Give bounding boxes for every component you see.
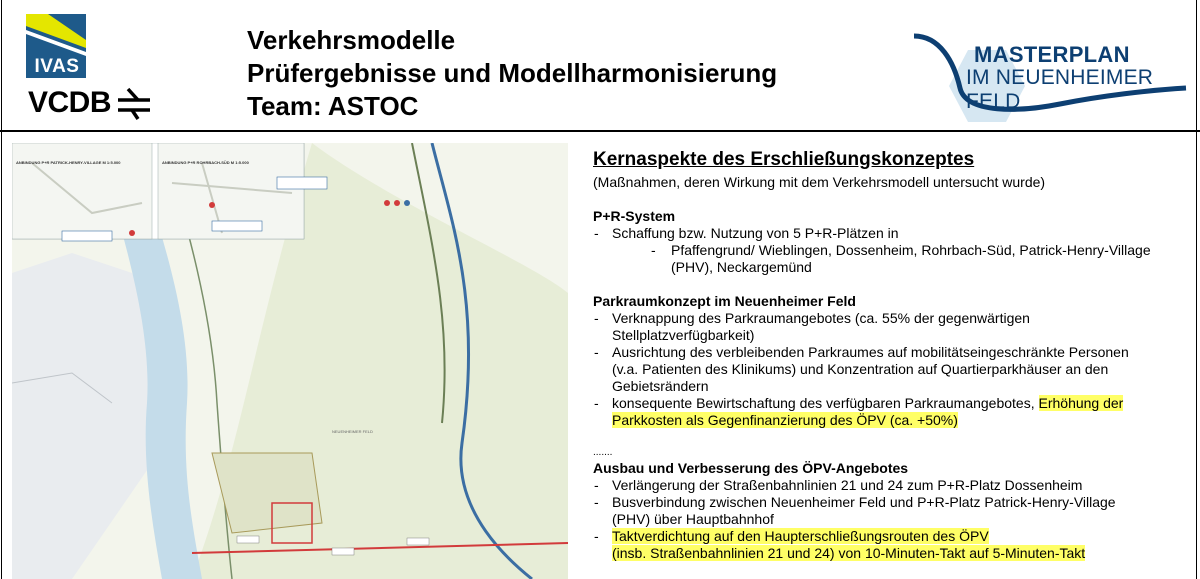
highlighted-text: Taktverdichtung auf den Haupterschließungsrouten des ÖPV [612, 528, 989, 544]
list-item-line: Gebietsrändern [612, 378, 709, 394]
list-item [593, 242, 1193, 276]
list-item-line: - Ausrichtung des verbleibenden Parkraumes auf mobilitätseingeschränkte Personen [612, 344, 1129, 360]
list-item-line: (PHV) über Hauptbahnhof [612, 511, 774, 527]
list-item [593, 310, 1193, 344]
section-parking-title: Parkraumkonzept im Neuenheimer Feld [593, 293, 856, 309]
list-item-line: (PHV), Neckargemünd [671, 259, 812, 275]
masterplan-title: MASTERPLAN [974, 42, 1130, 67]
inset2-title: ANBINDUNG P+R ROHRBACH-SÜD M 1:5.000 [162, 160, 249, 165]
masterplan-subtitle: IM NEUENHEIMER FELD [966, 66, 1154, 113]
title-line-3: Team: ASTOC [247, 91, 419, 121]
site-map [12, 143, 568, 579]
list-item-line: (v.a. Patienten des Klinikums) und Konzentration auf Quartierparkhäuser an den [612, 361, 1109, 377]
list-item-line [612, 395, 1193, 412]
title-line-1: Verkehrsmodelle [247, 25, 456, 55]
map-graphic [12, 143, 568, 579]
inset1-title: ANBINDUNG P+R PATRICK-HENRY-VILLAGE M 1:5.000 [16, 160, 121, 165]
list-item-line: Stellplatzverfügbarkeit) [612, 327, 755, 343]
list-item [593, 344, 1193, 395]
list-item-line [612, 528, 1193, 545]
ellipsis: ....... [593, 447, 613, 458]
header [0, 0, 1200, 132]
list-item [593, 528, 1193, 562]
vcdb-logo-text: VCDB [28, 86, 112, 119]
list-item [593, 395, 1193, 429]
highlighted-text: Parkkosten als Gegenfinanzierung des ÖPV (ca. +50%) [612, 412, 958, 428]
highlighted-text: Erhöhung der [1038, 395, 1124, 411]
list-item-line [612, 545, 1193, 562]
list-item-line: - Pfaffengrund/ Wieblingen, Dossenheim, Rohrbach-Süd, Patrick-Henry-Village [671, 242, 1151, 258]
map-area-label: NEUENHEIMER FELD [332, 429, 373, 434]
section-pr-title: P+R-System [593, 208, 676, 224]
content-heading: Kernaspekte des Erschließungskonzeptes [593, 149, 975, 170]
list-item: - Verlängerung der Straßenbahnlinien 21 und 24 zum P+R-Platz Dossenheim [593, 477, 1193, 494]
page-title [247, 24, 777, 123]
list-item: - Schaffung bzw. Nutzung von 5 P+R-Plätzen in [593, 225, 1193, 242]
highlighted-text: (insb. Straßenbahnlinien 21 und 24) von 10-Minuten-Takt auf 5-Minuten-Takt [612, 545, 1086, 561]
list-item [593, 494, 1193, 528]
content-panel [593, 148, 1193, 562]
list-item-line: - Verknappung des Parkraumangebotes (ca. 55% der gegenwärtigen [612, 310, 1030, 326]
section-opnv-title: Ausbau und Verbesserung des ÖPV-Angebotes [593, 460, 909, 476]
vcdb-plug-icon [114, 86, 154, 122]
list-item-text: konsequente Bewirtschaftung des verfügbaren Parkraumangebotes, [612, 395, 1039, 411]
ivas-logo-text: IVAS [34, 56, 80, 77]
list-item-line: - Busverbindung zwischen Neuenheimer Feld und P+R-Platz Patrick-Henry-Village [612, 494, 1116, 510]
list-item-line [612, 412, 1193, 429]
content-subtitle: (Maßnahmen, deren Wirkung mit dem Verkehrsmodell untersucht wurde) [593, 174, 1046, 190]
title-line-2: Prüfergebnisse und Modellharmonisierung [247, 58, 778, 88]
